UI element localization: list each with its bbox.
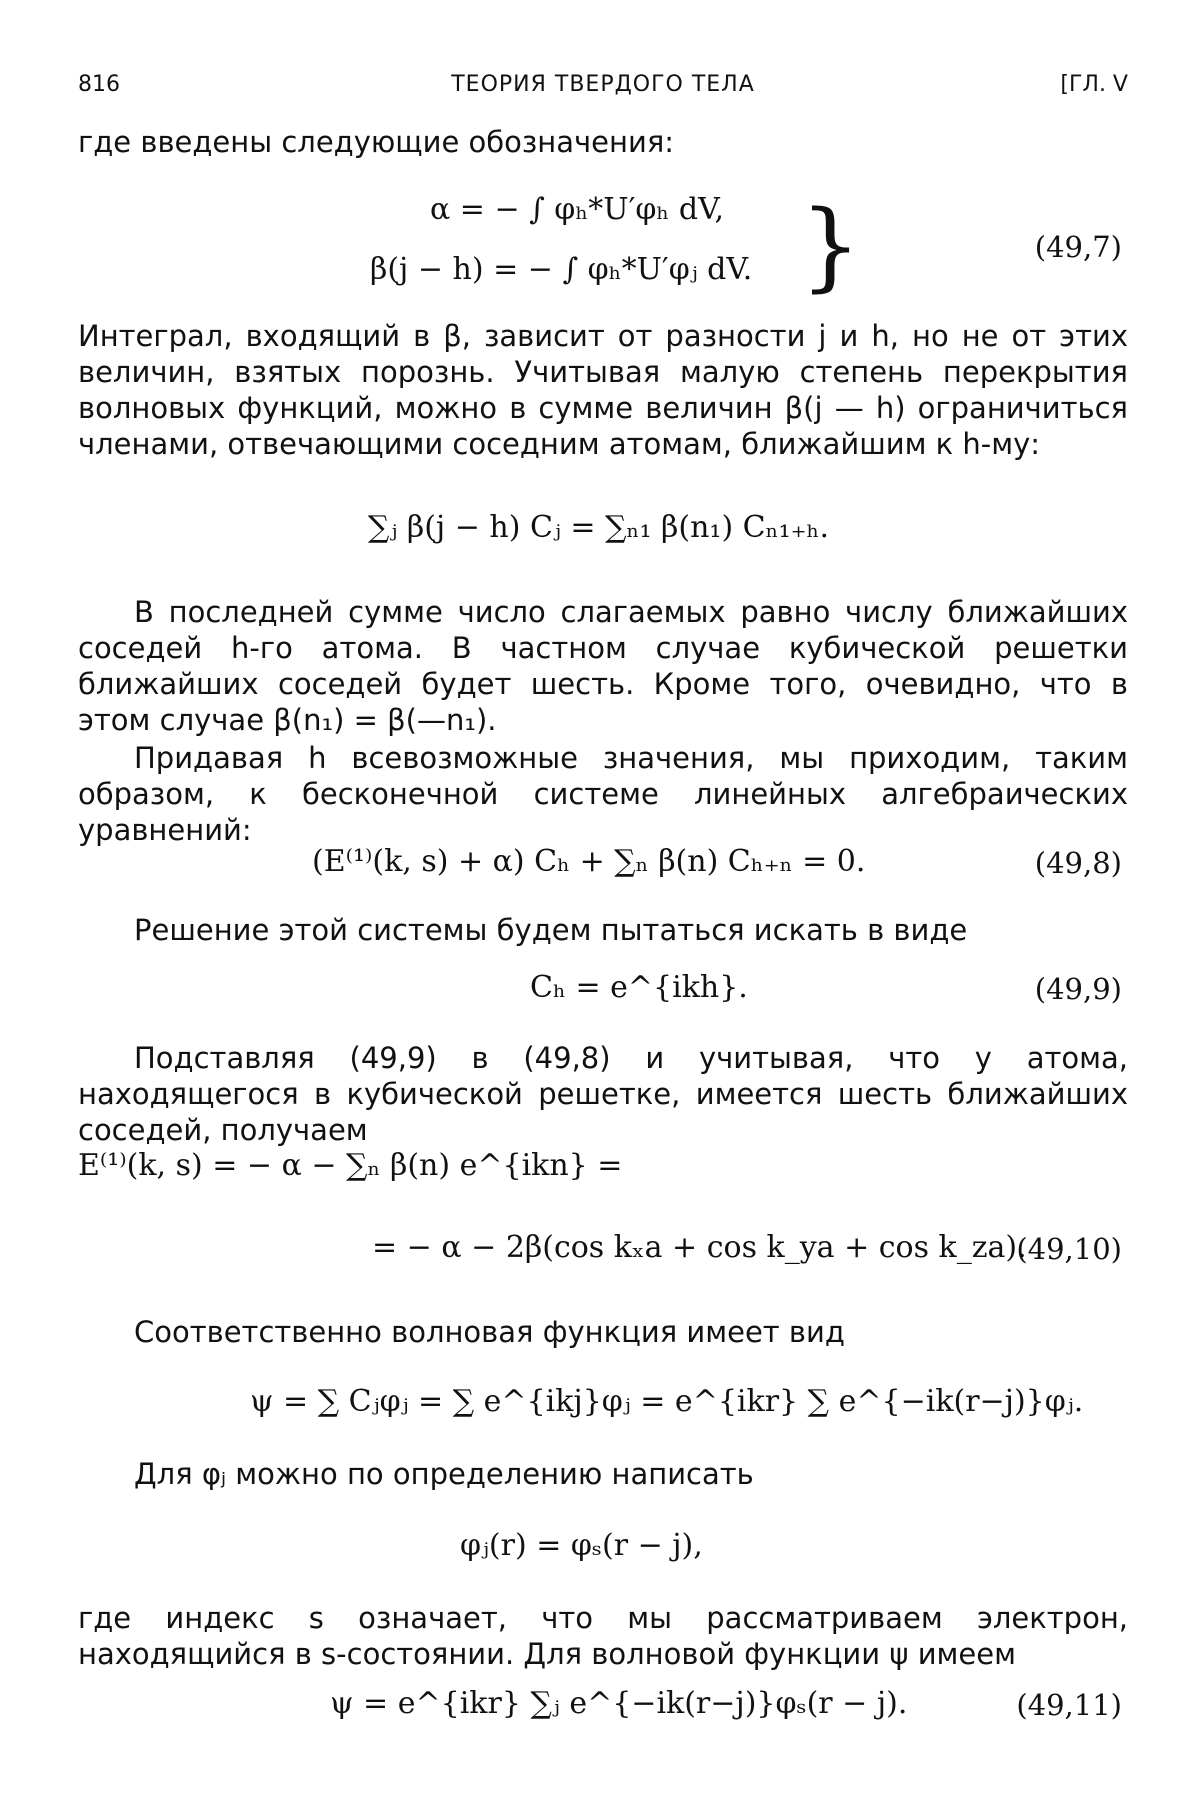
page-number: 816 bbox=[78, 72, 120, 97]
equation-number-49-7: (49,7) bbox=[1034, 230, 1122, 264]
equation-number-49-10: (49,10) bbox=[1016, 1232, 1122, 1266]
equation-number-49-8: (49,8) bbox=[1034, 846, 1122, 880]
paragraph-neighbors: В последней сумме число слагаемых равно числу ближайших соседей h-го атома. В частном случае кубической решетки ближайших соседей будет шесть. Кроме того, очевидно, что в этом случае β(n₁) = β(—n₁). bbox=[78, 595, 1128, 737]
running-title: ТЕОРИЯ ТВЕРДОГО ТЕЛА bbox=[451, 72, 755, 97]
equation-alpha: α = − ∫ φₕ*U′φₕ dV, bbox=[430, 192, 725, 227]
running-header bbox=[78, 72, 1128, 112]
equation-ansatz: Cₕ = e^{ikh}. bbox=[530, 970, 748, 1005]
equation-psi-sum: ψ = ∑ Cⱼφⱼ = ∑ e^{ikj}φⱼ = e^{ikr} ∑ e^{−ik(r−j)}φⱼ. bbox=[250, 1384, 1084, 1419]
equation-energy-line2: = − α − 2β(cos kₓa + cos k_ya + cos k_za). bbox=[372, 1230, 1027, 1265]
equation-neighbor-sum: ∑ⱼ β(j − h) Cⱼ = ∑ₙ₁ β(n₁) Cₙ₁₊ₕ. bbox=[368, 510, 829, 545]
equation-energy-line1: E⁽¹⁾(k, s) = − α − ∑ₙ β(n) e^{ikn} = bbox=[78, 1148, 623, 1183]
equation-number-49-9: (49,9) bbox=[1034, 972, 1122, 1006]
right-brace: } bbox=[800, 190, 862, 302]
paragraph-definition: Для φⱼ можно по определению написать bbox=[134, 1457, 754, 1491]
paragraph-index-s: где индекс s означает, что мы рассматриваем электрон, находящийся в s-состоянии. Для волновой функции ψ имеем bbox=[78, 1601, 1128, 1671]
paragraph-system: Придавая h всевозможные значения, мы приходим, таким образом, к бесконечной системе линейных алгебраических уравнений: bbox=[78, 741, 1128, 847]
paragraph-substitution: Подставляя (49,9) в (49,8) и учитывая, что у атома, находящегося в кубической решетке, имеется шесть ближайших соседей, получаем bbox=[78, 1041, 1128, 1147]
chapter-label: [ГЛ. V bbox=[1060, 72, 1128, 97]
equation-psi-final: ψ = e^{ikr} ∑ⱼ e^{−ik(r−j)}φₛ(r − j). bbox=[330, 1686, 908, 1721]
paragraph-intro: где введены следующие обозначения: bbox=[78, 125, 675, 159]
equation-beta: β(j − h) = − ∫ φₕ*U′φⱼ dV. bbox=[370, 252, 753, 287]
paragraph-integral: Интеграл, входящий в β, зависит от разности j и h, но не от этих величин, взятых порознь. Учитывая малую степень перекрытия волновых функций, можно в сумме величин β(j — h) ограничиться членами, отвечающими соседним атомам, ближайшим к h-му: bbox=[78, 319, 1128, 461]
paragraph-solution: Решение этой системы будем пытаться искать в виде bbox=[134, 913, 968, 947]
equation-phi-j: φⱼ(r) = φₛ(r − j), bbox=[460, 1528, 703, 1563]
equation-number-49-11: (49,11) bbox=[1016, 1688, 1122, 1722]
paragraph-wavefunction: Соответственно волновая функция имеет вид bbox=[134, 1315, 845, 1349]
equation-linear-system: (E⁽¹⁾(k, s) + α) Cₕ + ∑ₙ β(n) Cₕ₊ₙ = 0. bbox=[312, 844, 866, 879]
